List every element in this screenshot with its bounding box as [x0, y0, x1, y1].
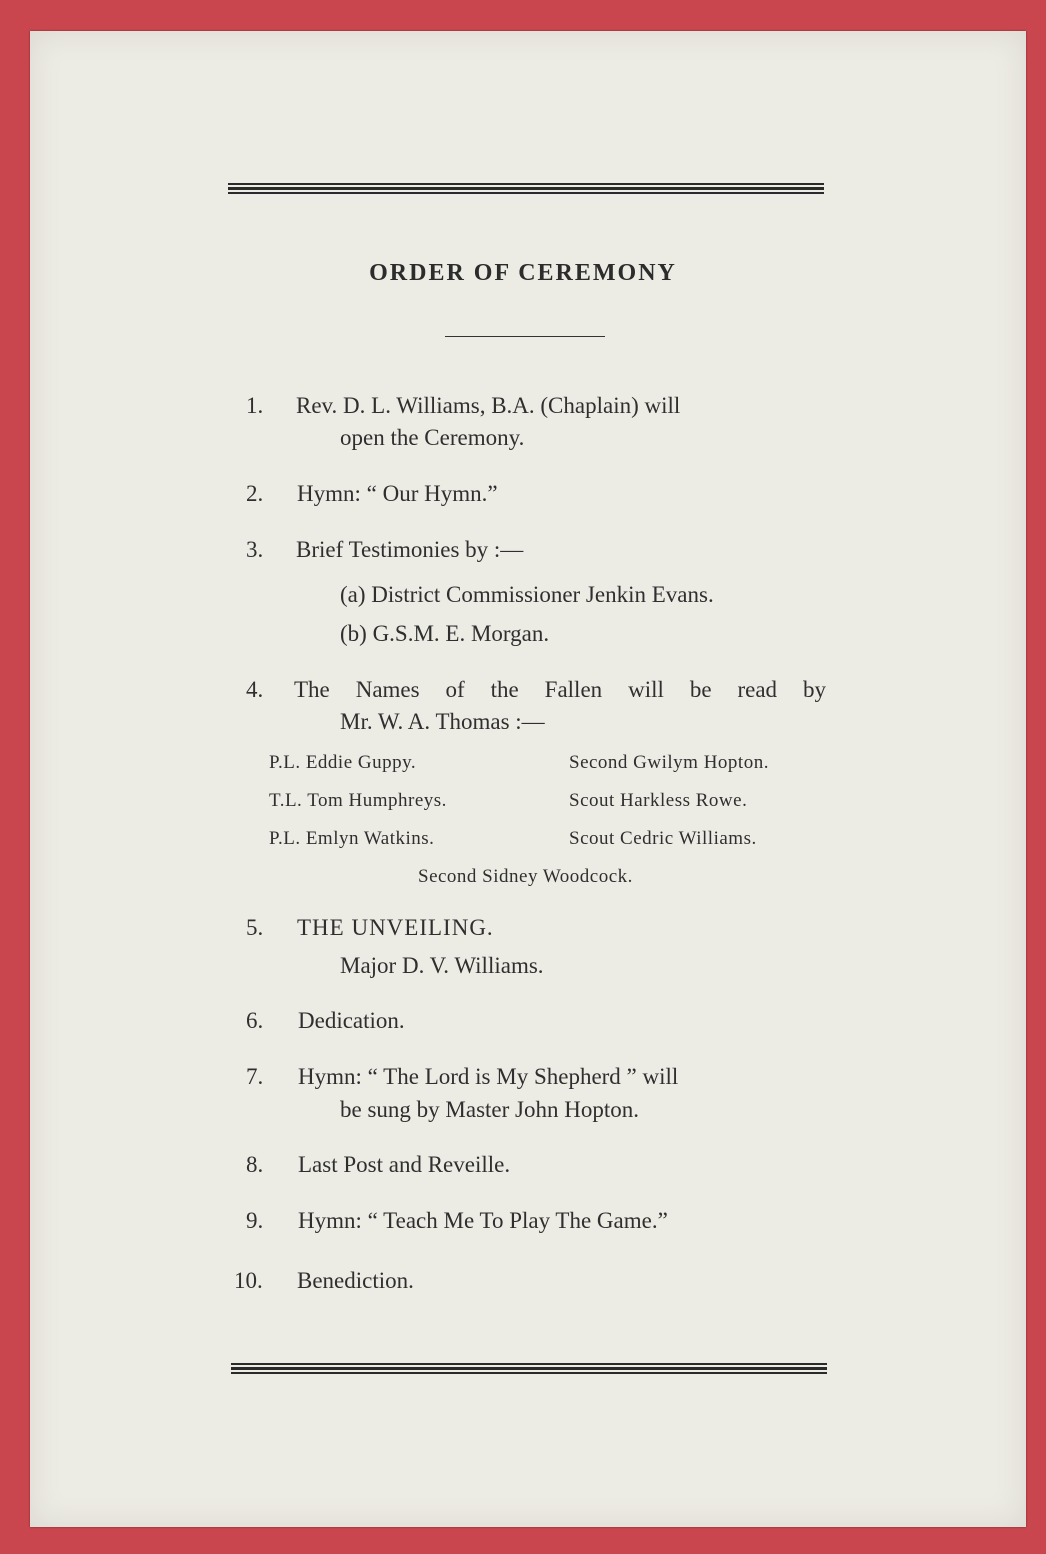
fallen-name: Second Sidney Woodcock.: [418, 866, 633, 887]
item-1-line1: Rev. D. L. Williams, B.A. (Chaplain) will: [296, 393, 681, 418]
item-text-3: Brief Testimonies by :—: [296, 537, 524, 562]
item-text-2: Hymn: “ Our Hymn.”: [297, 481, 498, 506]
item-number-5: 5.: [246, 915, 264, 940]
fallen-name: T.L. Tom Humphreys.: [269, 790, 447, 811]
item-1-line2: open the Ceremony.: [340, 425, 525, 450]
item-text-9: Hymn: “ Teach Me To Play The Game.”: [298, 1208, 668, 1233]
item-text-1: [296, 393, 826, 419]
item-number-8: 8.: [246, 1152, 264, 1177]
page-title: ORDER OF CEREMONY: [369, 260, 677, 286]
fallen-name: P.L. Emlyn Watkins.: [269, 828, 435, 849]
item-text-5: THE UNVEILING.: [297, 915, 494, 940]
item-number-4: 4.: [246, 677, 264, 702]
item-number-6: 6.: [246, 1008, 264, 1033]
top-double-rule: [228, 183, 824, 195]
item-text-10: Benediction.: [297, 1268, 414, 1293]
item-text-8: Last Post and Reveille.: [298, 1152, 511, 1177]
item-number-9: 9.: [246, 1208, 264, 1233]
item-number-10: 10.: [234, 1268, 263, 1293]
program-page: [30, 31, 1026, 1527]
fallen-name: Scout Harkless Rowe.: [569, 790, 748, 811]
item-text-7: Hymn: “ The Lord is My Shepherd ” will: [298, 1064, 679, 1089]
item-number-1: 1.: [246, 393, 264, 418]
fallen-name: Second Gwilym Hopton.: [569, 752, 769, 773]
fallen-name: P.L. Eddie Guppy.: [269, 752, 417, 773]
fallen-name: Scout Cedric Williams.: [569, 828, 757, 849]
item-text-4: The Names of the Fallen will be read by: [294, 677, 826, 702]
bottom-double-rule: [231, 1363, 827, 1375]
item-number-7: 7.: [246, 1064, 264, 1089]
item-3-sub-b: (b) G.S.M. E. Morgan.: [340, 621, 550, 646]
item-3-sub-a: (a) District Commissioner Jenkin Evans.: [340, 582, 714, 607]
item-7-line2: be sung by Master John Hopton.: [340, 1097, 639, 1122]
item-text-6: Dedication.: [298, 1008, 405, 1033]
title-underline: [445, 336, 605, 337]
item-5-line2: Major D. V. Williams.: [340, 953, 544, 978]
item-number-3: 3.: [246, 537, 264, 562]
item-number-2: 2.: [246, 481, 264, 506]
item-4-line2: Mr. W. A. Thomas :—: [340, 709, 545, 734]
